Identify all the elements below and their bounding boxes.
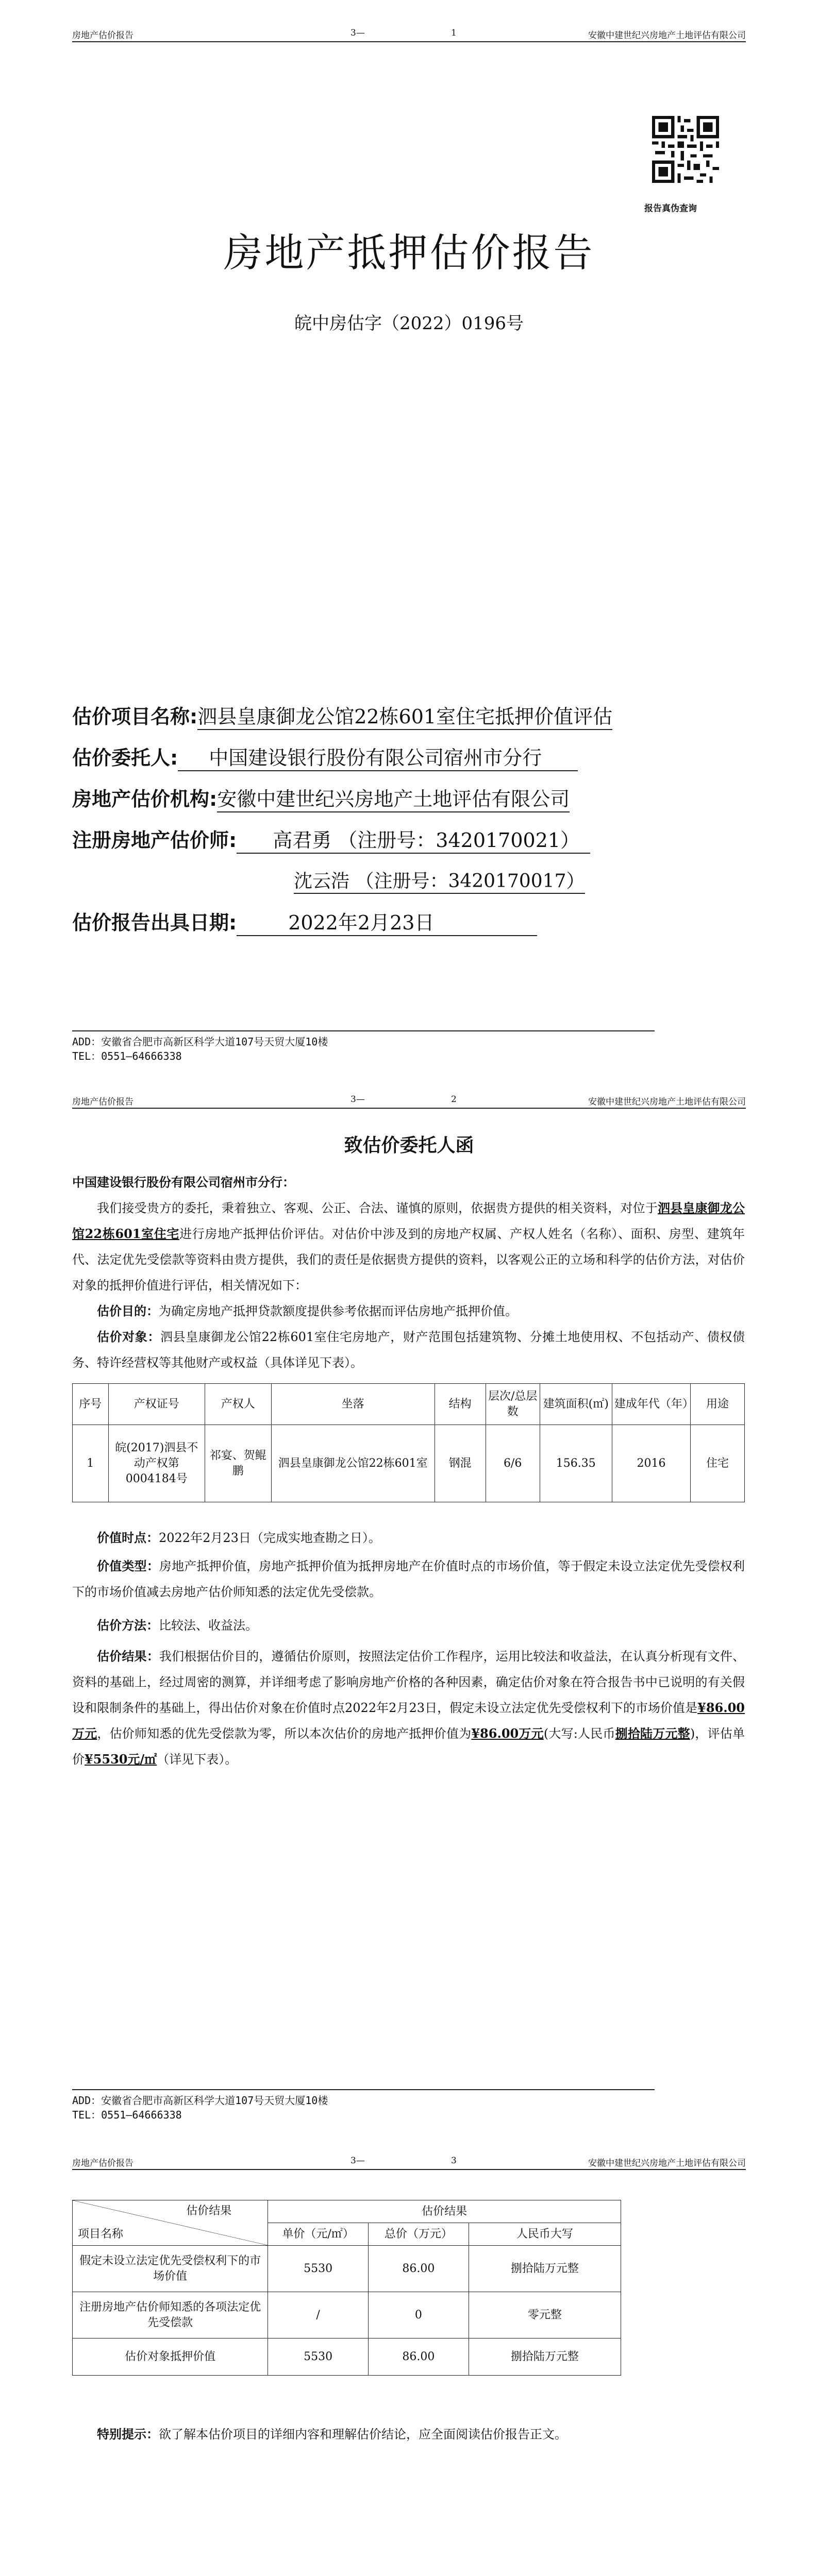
footer-address: ADD：安徽省合肥市高新区科学大道107号天贸大厦10楼 bbox=[72, 2094, 328, 2107]
row-total: 86.00 bbox=[368, 2246, 469, 2292]
property-table bbox=[72, 1383, 745, 1502]
table-row bbox=[73, 1425, 745, 1502]
page-1 bbox=[0, 0, 818, 1077]
table-header-cell: 序号 bbox=[73, 1384, 109, 1425]
result-unit-price: ¥5530元/㎡ bbox=[85, 1752, 157, 1767]
qr-code[interactable] bbox=[652, 116, 719, 183]
type-paragraph bbox=[72, 1553, 745, 1605]
result-paragraph bbox=[72, 1643, 745, 1772]
header-title: 房地产估价报告 bbox=[72, 1097, 133, 1107]
result-label: 估价结果： bbox=[97, 1649, 159, 1664]
table-cell: 2016 bbox=[612, 1425, 690, 1502]
letter-title: 致估价委托人函 bbox=[344, 1135, 474, 1156]
corner-top-label: 估价结果 bbox=[186, 2205, 232, 2217]
page-header bbox=[72, 26, 746, 42]
results-header-row bbox=[73, 2200, 621, 2223]
col-unit-price: 单价（元/㎡） bbox=[268, 2223, 369, 2246]
header-mid: 3— bbox=[350, 28, 365, 38]
method-paragraph bbox=[72, 1613, 745, 1638]
project-name-label: 估价项目名称: bbox=[72, 705, 198, 728]
method-label: 估价方法： bbox=[97, 1618, 159, 1633]
time-text: 2022年2月23日（完成实地查勘之日）。 bbox=[159, 1531, 381, 1545]
row-total: 86.00 bbox=[368, 2338, 469, 2376]
page-header bbox=[72, 2154, 746, 2170]
result-text-b: ，估价师知悉的优先受偿款为零，所以本次估价的房地产抵押价值为 bbox=[97, 1726, 472, 1741]
row-unit: / bbox=[268, 2292, 369, 2338]
intro-part-a: 我们接受贵方的委托，秉着独立、客观、公正、合法、谨慎的原则，依据贵方提供的相关资料，对位于 bbox=[97, 1201, 658, 1215]
method-text: 比较法、收益法。 bbox=[159, 1618, 258, 1633]
table-header-cell: 用途 bbox=[691, 1384, 745, 1425]
row-name: 估价对象抵押价值 bbox=[73, 2338, 268, 2376]
header-company: 安徽中建世纪兴房地产土地评估有限公司 bbox=[588, 1097, 746, 1107]
table-row bbox=[73, 2246, 621, 2292]
table-cell: 祁宴、贺鲲鹏 bbox=[205, 1425, 272, 1502]
tip-text: 欲了解本估价项目的详细内容和理解估价结论，应全面阅读估价报告正文。 bbox=[159, 2427, 567, 2442]
report-title: 房地产抵押估价报告 bbox=[223, 230, 595, 276]
project-name-value: 泗县皇康御龙公馆22栋601室住宅抵押价值评估 bbox=[197, 701, 612, 730]
row-unit: 5530 bbox=[268, 2338, 369, 2376]
object-text: 泗县皇康御龙公馆22栋601室住宅房地产，财产范围包括建筑物、分摊土地使用权、不包括动产、债权债务、特许经营权等其他财产或权益（具体详见下表）。 bbox=[72, 1330, 745, 1370]
header-page-number: 1 bbox=[451, 28, 457, 38]
intro-property: 泗县皇康御龙公馆22栋601室住宅 bbox=[72, 1200, 745, 1241]
page-header bbox=[72, 1092, 746, 1109]
object-paragraph bbox=[72, 1324, 745, 1376]
letter-addressee bbox=[72, 1170, 745, 1195]
group-header: 估价结果 bbox=[268, 2200, 621, 2223]
appraiser-2: 沈云浩 （注册号：3420170017） bbox=[294, 867, 585, 894]
row-rmb: 捌拾陆万元整 bbox=[469, 2338, 621, 2376]
corner-bottom-label: 项目名称 bbox=[78, 2228, 124, 2241]
date-label: 估价报告出具日期: bbox=[72, 911, 237, 934]
appraiser-label: 注册房地产估价师: bbox=[72, 829, 237, 852]
page-footer bbox=[72, 1030, 655, 1063]
result-text-e: （详见下表）。 bbox=[157, 1752, 238, 1767]
col-total-price: 总价（万元） bbox=[368, 2223, 469, 2246]
header-title: 房地产估价报告 bbox=[72, 2158, 133, 2168]
type-text: 房地产抵押价值，房地产抵押价值为抵押房地产在价值时点的市场价值，等于假定未设立法定优先受偿权利下的市场价值减去房地产估价师知悉的法定优先受偿款。 bbox=[72, 1559, 745, 1599]
results-table bbox=[72, 2200, 621, 2376]
appraiser-line bbox=[72, 824, 590, 854]
tip-label: 特别提示： bbox=[97, 2427, 159, 2442]
header-title: 房地产估价报告 bbox=[72, 30, 133, 41]
table-cell: 6/6 bbox=[486, 1425, 540, 1502]
col-rmb: 人民币大写 bbox=[469, 2223, 621, 2246]
table-cell: 钢混 bbox=[435, 1425, 486, 1502]
row-rmb: 捌拾陆万元整 bbox=[469, 2246, 621, 2292]
row-name: 假定未设立法定优先受偿权利下的市场价值 bbox=[73, 2246, 268, 2292]
table-header-row bbox=[73, 1384, 745, 1425]
special-tip bbox=[72, 2421, 745, 2447]
table-header-cell: 坐落 bbox=[271, 1384, 435, 1425]
row-total: 0 bbox=[368, 2292, 469, 2338]
page-2 bbox=[0, 1082, 818, 2148]
header-company: 安徽中建世纪兴房地产土地评估有限公司 bbox=[588, 30, 746, 41]
table-header-cell: 建成年代（年） bbox=[612, 1384, 690, 1425]
intro-part-b: 进行房地产抵押估价评估。对估价中涉及到的房地产权属、产权人姓名（名称）、面积、房型、建筑年代、法定优先受偿款等资料由贵方提供，我们的责任是依据贵方提供的资料，以客观公正的立场和科学的估价方法，对估价对象的抵押价值进行评估，相关情况如下： bbox=[72, 1227, 745, 1293]
table-header-cell: 结构 bbox=[435, 1384, 486, 1425]
project-name-line bbox=[72, 701, 612, 730]
corner-cell bbox=[73, 2200, 268, 2246]
client-line bbox=[72, 742, 578, 771]
header-page-number: 3 bbox=[451, 2156, 457, 2166]
purpose-label: 估价目的： bbox=[97, 1304, 159, 1318]
object-label: 估价对象： bbox=[97, 1330, 160, 1344]
row-rmb: 零元整 bbox=[469, 2292, 621, 2338]
agency-line bbox=[72, 783, 570, 812]
appraiser-1: 高君勇 （注册号：3420170021） bbox=[237, 824, 590, 854]
header-page-number: 2 bbox=[451, 1094, 457, 1105]
header-mid: 3— bbox=[350, 2156, 365, 2166]
result-amount-cn: 捌拾陆万元整 bbox=[615, 1726, 690, 1741]
footer-address: ADD：安徽省合肥市高新区科学大道107号天贸大厦10楼 bbox=[72, 1036, 328, 1048]
time-paragraph bbox=[72, 1525, 745, 1551]
addressee: 中国建设银行股份有限公司宿州市分行： bbox=[72, 1175, 295, 1190]
table-header-cell: 产权人 bbox=[205, 1384, 272, 1425]
row-unit: 5530 bbox=[268, 2246, 369, 2292]
table-header-cell: 产权证号 bbox=[108, 1384, 205, 1425]
footer-tel: TEL：0551—64666338 bbox=[72, 2109, 182, 2121]
type-label: 价值类型： bbox=[97, 1559, 159, 1573]
agency-label: 房地产估价机构: bbox=[72, 788, 218, 810]
page-footer bbox=[72, 2089, 655, 2122]
table-cell: 156.35 bbox=[540, 1425, 612, 1502]
agency-value: 安徽中建世纪兴房地产土地评估有限公司 bbox=[217, 783, 570, 812]
table-header-cell: 建筑面积(㎡) bbox=[540, 1384, 612, 1425]
qr-caption: 报告真伪查询 bbox=[644, 204, 697, 214]
client-value: 中国建设银行股份有限公司宿州市分行 bbox=[178, 742, 578, 771]
date-line bbox=[72, 907, 537, 936]
result-amount-1: ¥86.00万元 bbox=[72, 1700, 745, 1741]
table-cell: 1 bbox=[73, 1425, 109, 1502]
table-cell: 泗县皇康御龙公馆22栋601室 bbox=[271, 1425, 435, 1502]
letter-intro bbox=[72, 1195, 745, 1298]
footer-tel: TEL：0551—64666338 bbox=[72, 1050, 182, 1062]
table-row bbox=[73, 2292, 621, 2338]
table-row bbox=[73, 2338, 621, 2376]
date-value: 2022年2月23日 bbox=[237, 907, 537, 936]
page-3 bbox=[0, 2154, 818, 2576]
header-company: 安徽中建世纪兴房地产土地评估有限公司 bbox=[588, 2158, 746, 2168]
purpose-text: 为确定房地产抵押贷款额度提供参考依据而评估房地产抵押价值。 bbox=[159, 1304, 517, 1318]
client-label: 估价委托人: bbox=[72, 747, 178, 769]
result-text-a: 我们根据估价目的，遵循估价原则，按照法定估价工作程序，运用比较法和收益法，在认真分析现有文件、资料的基础上，经过周密的测算，并详细考虑了影响房地产价格的各种因素，确定估价对象在符合报告书中已说明的有关假设和限制条件的基础上，得出估价对象在价值时点2022年2月23日，假定未设立法定优先受偿权利下的市场价值是 bbox=[72, 1649, 745, 1715]
result-amount-2: ¥86.00万元 bbox=[471, 1726, 544, 1741]
table-header-cell: 层次/总层数 bbox=[486, 1384, 540, 1425]
purpose-paragraph bbox=[72, 1298, 745, 1324]
document-number: 皖中房估字（2022）0196号 bbox=[294, 313, 524, 334]
header-mid: 3— bbox=[350, 1094, 365, 1105]
table-cell: 皖(2017)泗县不动产权第0004184号 bbox=[108, 1425, 205, 1502]
table-cell: 住宅 bbox=[691, 1425, 745, 1502]
result-text-d: )，评估单价 bbox=[72, 1726, 745, 1767]
row-name: 注册房地产估价师知悉的各项法定优先受偿款 bbox=[73, 2292, 268, 2338]
time-label: 价值时点： bbox=[97, 1531, 159, 1545]
result-text-c: (大写:人民币 bbox=[543, 1726, 615, 1741]
